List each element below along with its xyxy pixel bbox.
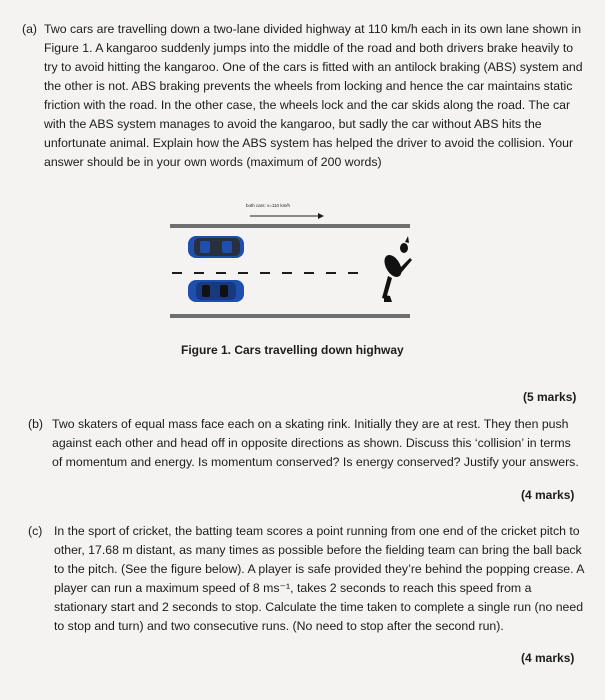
road-edge-bottom [170,314,410,318]
question-c-marks: (4 marks) [521,651,575,665]
velocity-arrow-head [318,213,324,219]
velocity-arrow-label: both cars: v=110 km/h [246,203,291,208]
car-bottom-lane [188,280,244,302]
question-b-marks: (4 marks) [521,488,575,502]
question-c-label: (c) [28,524,43,538]
figure-1-highway [160,198,430,328]
question-c-text: In the sport of cricket, the batting team scores a point running from one end of the cricket pitch to other, 17.68 m distant, as many times as possible before the fielding team can bring the ball back to the pitch. (See the figure below). A player is safe provided they’re behind the popping crease. A player can run a maximum speed of 8 ms⁻¹, takes 2 seconds to reach this speed from a stationary start and 2 seconds to stop. Calculate the time taken to complete a single run (no need to stop and turn) and two consecutive runs. (No need to stop after the second run). [54,524,584,633]
question-a-marks: (5 marks) [523,390,577,404]
question-a-text: Two cars are travelling down a two-lane divided highway at 110 km/h each in its own lane shown in Figure 1. A kangaroo suddenly jumps into the middle of the road and both drivers brake heavily to try to avoid hitting the kangaroo. One of the cars is fitted with an antilock braking (ABS) system and the other is not. ABS braking prevents the wheels from locking and hence the car maintains static friction with the road. In the other case, the wheels lock and the car skids along the road. The car with the ABS system manages to avoid the kangaroo, but sadly the car without ABS hits the unfortunate animal. Explain how the ABS system has helped the driver to avoid the collision. Your answer should be in your own words (maximum of 200 words) [44,22,583,169]
question-b-text: Two skaters of equal mass face each on a skating rink. Initially they are at rest. They then push against each other and head off in opposite directions as shown. Discuss this ‘collision’ in terms of momentum and energy. Is momentum conserved? Is energy conserved? Justify your answers. [52,417,579,469]
figure-caption: Figure 1. Cars travelling down highway [181,343,404,357]
car-top-lane [188,236,244,258]
question-a-label: (a) [22,22,38,36]
road-edge-top [170,224,410,228]
question-b-label: (b) [28,417,44,431]
kangaroo-icon [381,236,412,302]
